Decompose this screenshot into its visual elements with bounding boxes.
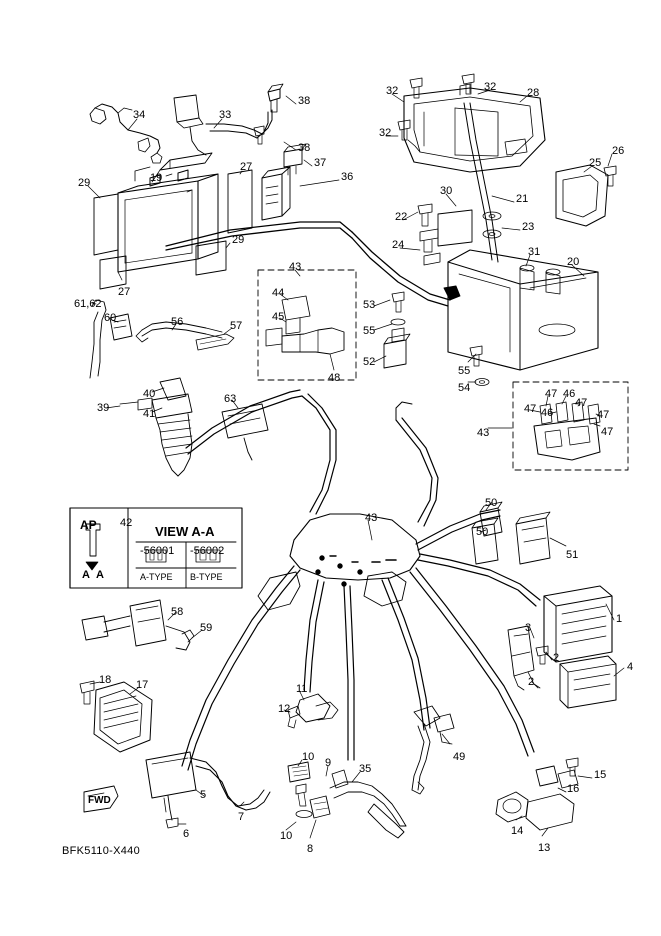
callout-23: 23: [522, 221, 535, 233]
callout-51: 51: [566, 549, 579, 561]
callout-9: 9: [325, 757, 332, 769]
callout-14: 14: [511, 825, 524, 837]
view-ap-label: AP: [80, 518, 97, 532]
callout-29: 29: [78, 177, 91, 189]
callout-32: 32: [484, 81, 497, 93]
callout-55: 55: [458, 365, 471, 377]
callout-47: 47: [575, 397, 588, 409]
view-left-type: A-TYPE: [140, 572, 173, 582]
callout-10: 10: [280, 830, 293, 842]
callout-24: 24: [392, 239, 405, 251]
callout-26: 26: [612, 145, 625, 157]
view-right-part-number: -56002: [190, 545, 225, 557]
callout-47: 47: [597, 409, 610, 421]
callout-61-62: 61,62: [74, 298, 102, 310]
callout-55: 55: [363, 325, 376, 337]
callout-19: 19: [150, 172, 163, 184]
callout-7: 7: [238, 811, 245, 823]
callout-31: 31: [528, 246, 541, 258]
callout-30: 30: [440, 185, 453, 197]
callout-63: 63: [224, 393, 237, 405]
view-arrow-a-left: A: [82, 569, 90, 581]
callout-52: 52: [363, 356, 376, 368]
callout-56: 56: [171, 316, 184, 328]
callout-4: 4: [627, 661, 634, 673]
callout-44: 44: [272, 287, 285, 299]
callout-50: 50: [476, 526, 489, 538]
callout-47: 47: [524, 403, 537, 415]
callout-8: 8: [307, 843, 314, 855]
callout-15: 15: [594, 769, 607, 781]
callout-47: 47: [601, 426, 614, 438]
callout-40: 40: [143, 388, 156, 400]
callout-2: 2: [553, 652, 560, 664]
callout-46: 46: [563, 388, 576, 400]
view-ap-number: 42: [120, 517, 133, 529]
callout-34: 34: [133, 109, 146, 121]
callout-38: 38: [298, 95, 311, 107]
callout-22: 22: [395, 211, 408, 223]
callout-38: 38: [298, 142, 311, 154]
callout-43: 43: [289, 261, 302, 273]
callout-6: 6: [183, 828, 190, 840]
callout-1: 1: [616, 613, 623, 625]
callout-32: 32: [386, 85, 399, 97]
view-aa-title: VIEW A-A: [155, 524, 215, 539]
callout-27: 27: [118, 286, 131, 298]
callout-60: 60: [104, 312, 117, 324]
callout-50: 50: [485, 497, 498, 509]
callout-43: 43: [365, 512, 378, 524]
callout-3: 3: [525, 622, 532, 634]
callout-59: 59: [200, 622, 213, 634]
callout-49: 49: [453, 751, 466, 763]
callout-37: 37: [314, 157, 327, 169]
callout-21: 21: [516, 193, 529, 205]
callout-54: 54: [458, 382, 471, 394]
callout-45: 45: [272, 311, 285, 323]
callout-13: 13: [538, 842, 551, 854]
callout-47: 47: [545, 388, 558, 400]
callout-17: 17: [136, 679, 149, 691]
callout-36: 36: [341, 171, 354, 183]
callout-29: 29: [232, 234, 245, 246]
callout-41: 41: [143, 408, 156, 420]
fwd-arrow-label: FWD: [88, 795, 111, 806]
callout-58: 58: [171, 606, 184, 618]
callout-48: 48: [328, 372, 341, 384]
callout-11: 11: [296, 683, 308, 695]
callout-32: 32: [379, 127, 392, 139]
callout-12: 12: [278, 703, 291, 715]
drawing-code: BFK5110-X440: [62, 845, 141, 857]
callout-20: 20: [567, 256, 580, 268]
callout-53: 53: [363, 299, 376, 311]
callout-46: 46: [541, 407, 554, 419]
callout-5: 5: [200, 789, 207, 801]
view-right-type: B-TYPE: [190, 572, 223, 582]
callout-33: 33: [219, 109, 232, 121]
callout-43: 43: [477, 427, 490, 439]
callout-28: 28: [527, 87, 540, 99]
callout-16: 16: [567, 783, 580, 795]
callout-35: 35: [359, 763, 372, 775]
callout-10: 10: [302, 751, 315, 763]
view-left-part-number: -56001: [140, 545, 175, 557]
callout-27: 27: [240, 161, 253, 173]
callout-18: 18: [99, 674, 112, 686]
callout-57: 57: [230, 320, 243, 332]
callout-25: 25: [589, 157, 602, 169]
callout-2: 2: [528, 676, 535, 688]
callout-39: 39: [97, 402, 110, 414]
view-arrow-a-right: A: [96, 569, 104, 581]
